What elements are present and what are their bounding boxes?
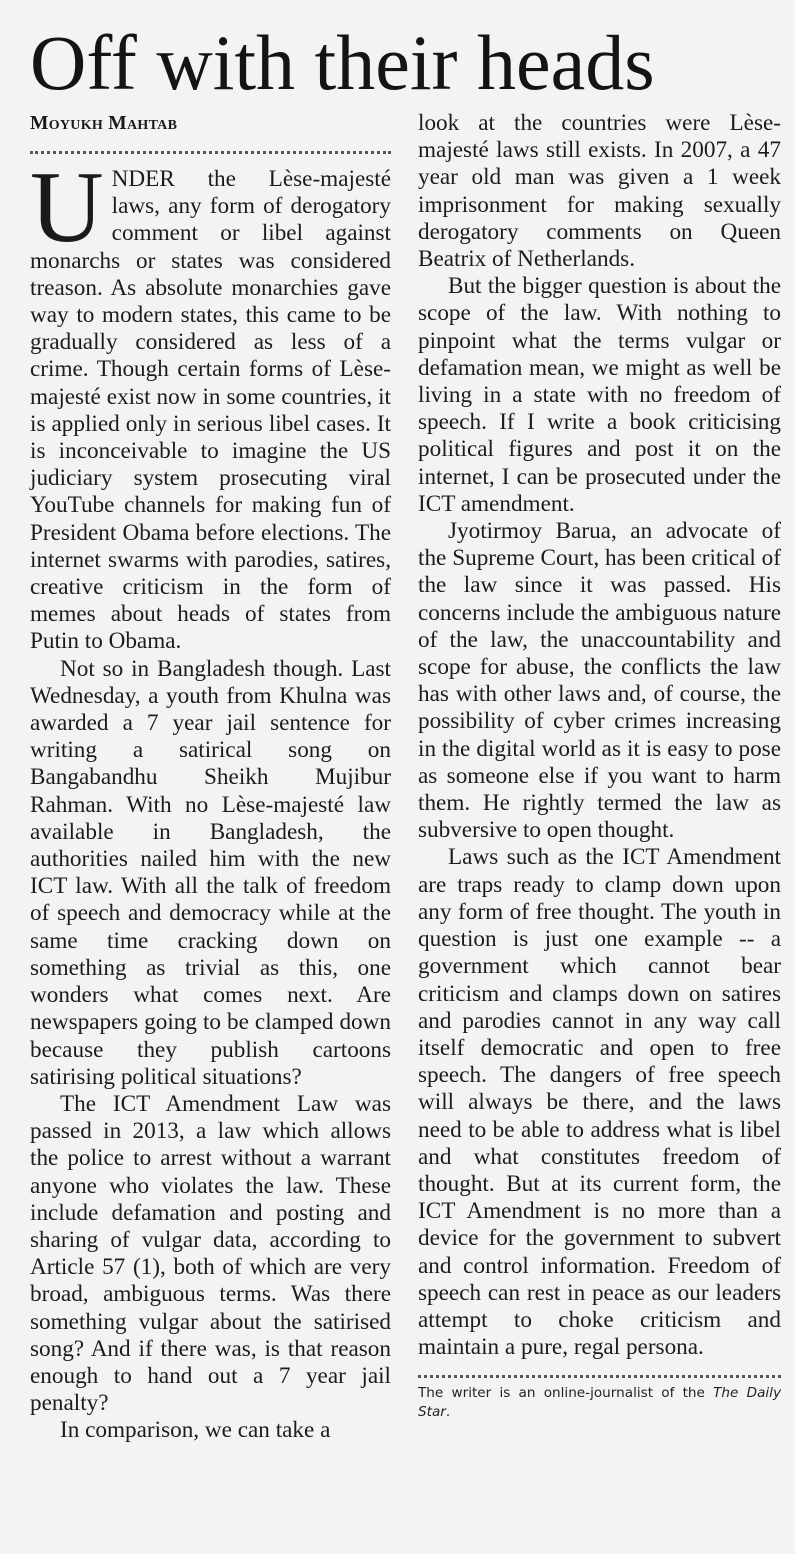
- body-paragraph: In comparison, we can take a: [60, 1417, 331, 1444]
- body-paragraph: The ICT Amendment Law was passed in 2013, a law which allows the police to arrest without a warrant anyone who violates the law. These include defamation and posting and sharing of vulgar data, according to Article 57 (1), both of which are very broad, ambiguous terms. Was there something vulgar about the satirised song? And if there was, is that reason enough to hand out a 7 year jail penalty?: [30, 1090, 391, 1417]
- body-paragraph: Laws such as the ICT Amendment are traps ready to clamp down upon any form of free thought. The youth in question is just one example -- a government which cannot bear criticism and clamps down on satires and parodies cannot in any way call itself democratic and open to free speech. The dangers of free speech will always be there, and the laws need to be able to address what is libel and what constitutes freedom of thought. But at its current form, the ICT Amendment is no more than a device for the government to subvert and control information. Freedom of speech can rest in peace as our leaders attempt to choke criticism and maintain a pure, regal persona.: [418, 844, 781, 1361]
- publication-name: The Daily Star: [418, 1385, 782, 1421]
- headline: Off with their heads: [30, 19, 655, 106]
- credit-divider: [418, 1375, 781, 1378]
- credit-text: The writer is an online-journalist of the: [418, 1385, 714, 1402]
- byline: Moyukh Mahtab: [30, 113, 178, 134]
- writer-credit: [418, 1384, 781, 1422]
- body-paragraph: Not so in Bangladesh though. Last Wednesday, a youth from Khulna was awarded a 7 year jail sentence for writing a satirical song on Bangabandhu Sheikh Mujibur Rahman. With no Lèse-majesté law available in Bangladesh, the authorities nailed him with the new ICT law. With all the talk of freedom of speech and democracy while at the same time cracking down on something as trivial as this, one wonders what comes next. Are newspapers going to be clamped down because they publish cartoons satirising political situations?: [30, 655, 391, 1090]
- body-paragraph: Jyotirmoy Barua, an advocate of the Supreme Court, has been critical of the law since it was passed. His concerns include the ambiguous nature of the law, the unaccountability and scope for abuse, the conflicts the law has with other laws and, of course, the possibility of cyber crimes increasing in the digital world as it is easy to pose as someone else if you want to harm them. He rightly termed the law as subversive to open thought.: [418, 518, 781, 844]
- credit-end: .: [445, 1404, 451, 1421]
- column-right: [418, 110, 781, 1422]
- dropcap: U: [30, 151, 104, 264]
- lead-paragraph: [30, 151, 391, 656]
- column-left: [30, 110, 391, 1445]
- lead-text: NDER the Lèse-majesté laws, any form of derogatory comment or libel against monarchs or states was considered treason. As absolute monarchies gave way to modern states, this came to be gradually considered as less of a crime. Though certain forms of Lèse-majesté exist now in some countries, it is applied only in serious libel cases. It is inconceivable to imagine the US judiciary system prosecuting viral YouTube channels for making fun of President Obama before elections. The internet swarms with parodies, satires, creative criticism in the form of memes about heads of states from Putin to Obama.: [30, 166, 391, 655]
- body-paragraph: look at the countries were Lèse-majesté laws still exists. In 2007, a 47 year old man was given a 1 week imprisonment for making sexually derogatory comments on Queen Beatrix of Netherlands.: [418, 110, 781, 273]
- body-paragraph: But the bigger question is about the scope of the law. With nothing to pinpoint what the terms vulgar or defamation mean, we might as well be living in a state with no freedom of speech. If I write a book criticising political figures and post it on the internet, I can be prosecuted under the ICT amendment.: [418, 273, 781, 517]
